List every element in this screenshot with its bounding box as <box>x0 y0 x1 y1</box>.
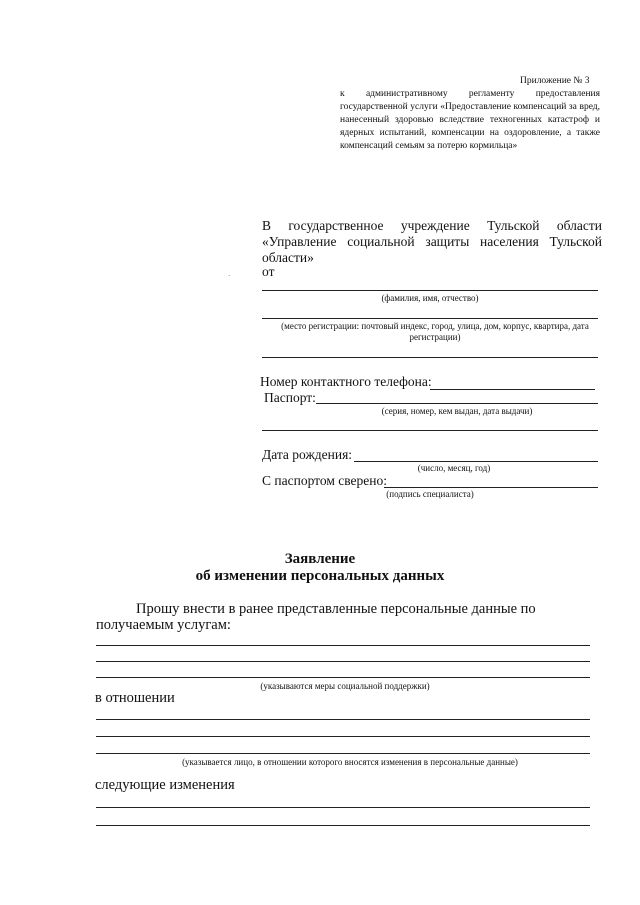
person-caption: (указывается лицо, в отношении которого вносятся изменения в персональные данные) <box>182 757 518 767</box>
address-line-1[interactable] <box>262 318 598 319</box>
fio-line[interactable] <box>262 290 598 291</box>
regarding-line-1[interactable] <box>96 719 590 720</box>
appendix-header: Приложение № 3 <box>520 76 590 86</box>
regarding-line-3[interactable] <box>96 753 590 754</box>
changes-line-2[interactable] <box>96 825 590 826</box>
phone-line[interactable] <box>430 389 595 390</box>
support-line-2[interactable] <box>96 661 590 662</box>
statement-title: Заявление <box>284 551 356 567</box>
appendix-text: к административному регламенту предоставления государственной услуги «Предоставление компенсаций за вред, нанесенный здоровью вследствие техногенных катастроф и ядерных испытаний, компенсации на оздоровление, а также компенсаций семьям за потерю кормильца» <box>340 89 600 151</box>
fio-caption: (фамилия, имя, отчество) <box>381 293 479 303</box>
changes-label: следующие изменения <box>95 777 235 793</box>
support-line-3[interactable] <box>96 677 590 678</box>
passport-line[interactable] <box>316 403 598 404</box>
regarding-line-2[interactable] <box>96 736 590 737</box>
verified-caption: (подпись специалиста) <box>386 489 474 499</box>
verified-line[interactable] <box>384 487 598 488</box>
phone-label: Номер контактного телефона: <box>260 374 432 389</box>
addressee-text: В государственное учреждение Тульской области «Управление социальной защиты населения Тульской области» <box>262 218 602 265</box>
support-caption: (указываются меры социальной поддержки) <box>260 681 430 691</box>
address-caption: (место регистрации: почтовый индекс, город, улица, дом, корпус, квартира, дата регистрации) <box>281 321 589 342</box>
scan-mark: · <box>228 272 231 280</box>
regarding-label: в отношении <box>95 690 175 706</box>
birth-label: Дата рождения: <box>262 447 353 462</box>
support-line-1[interactable] <box>96 645 590 646</box>
birth-date-caption: (число, месяц, год) <box>417 463 491 473</box>
statement-subtitle: об изменении персональных данных <box>195 568 445 584</box>
changes-line-1[interactable] <box>96 807 590 808</box>
passport-line-2[interactable] <box>262 430 598 431</box>
passport-caption: (серия, номер, кем выдан, дата выдачи) <box>381 406 533 416</box>
address-line-2[interactable] <box>262 357 598 358</box>
birth-date-line[interactable] <box>354 461 598 462</box>
request-paragraph: Прошу внести в ранее представленные персональные данные по получаемым услугам: <box>96 601 536 633</box>
request-text <box>96 601 596 633</box>
verified-label: С паспортом сверено: <box>262 473 388 488</box>
passport-label: Паспорт: <box>264 390 316 405</box>
from-label: от <box>262 264 275 279</box>
